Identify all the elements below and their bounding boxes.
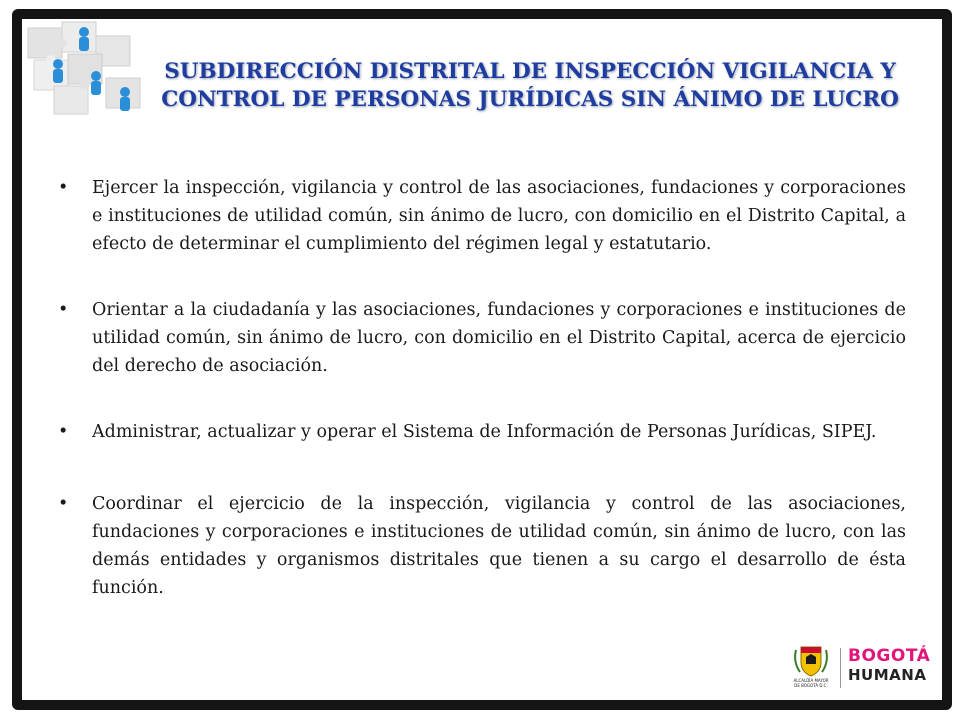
logo-divider: [840, 648, 841, 688]
bullet-marker: •: [58, 300, 69, 320]
bullet-text: Coordinar el ejercicio de la inspección, vigilancia y control de las asociaciones, fundaciones y corporaciones e instituciones de utilidad común, sin ánimo de lucro, con las demás entidades y organismos distritales que tienen a su cargo el desarrollo de ésta función.: [92, 494, 906, 598]
bullet-marker: •: [58, 178, 69, 198]
bullet-marker: •: [58, 422, 69, 442]
list-item: [58, 296, 906, 380]
alcaldia-caption: ALCALDÍA MAYOR DE BOGOTÁ D.C.: [793, 678, 829, 688]
footer-logos: [788, 644, 931, 690]
list-item: [58, 418, 906, 446]
brand-bogota: BOGOTÁ: [848, 646, 931, 666]
page-title: SUBDIRECCIÓN DISTRITAL DE INSPECCIÓN VIGILANCIA Y CONTROL DE PERSONAS JURÍDICAS SIN ÁNIMO DE LUCRO: [161, 59, 899, 112]
list-item: [58, 174, 906, 258]
bullet-text: Administrar, actualizar y operar el Sistema de Información de Personas Jurídicas, SIPEJ.: [92, 422, 877, 442]
bullet-list: [58, 174, 906, 640]
brand-humana: HUMANA: [848, 666, 927, 684]
puzzle-figures-icon: [26, 20, 151, 120]
bullet-marker: •: [58, 494, 69, 514]
list-item: [58, 490, 906, 602]
bullet-text: Orientar a la ciudadanía y las asociaciones, fundaciones y corporaciones e instituciones de utilidad común, sin ánimo de lucro, con domicilio en el Distrito Capital, acerca de ejercicio del derecho de asociación.: [92, 300, 906, 376]
bullet-text: Ejercer la inspección, vigilancia y control de las asociaciones, fundaciones y corporaciones e instituciones de utilidad común, sin ánimo de lucro, con domicilio en el Distrito Capital, a efecto de determinar el cumplimiento del régimen legal y estatutario.: [92, 178, 906, 254]
